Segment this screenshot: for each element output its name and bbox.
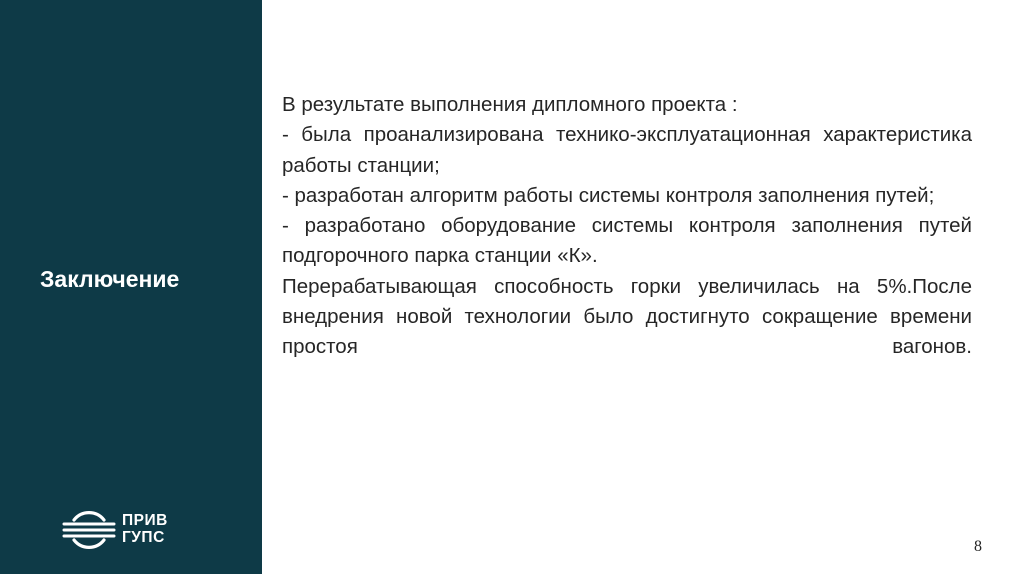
logo-text-line-1: ПРИВ — [122, 512, 168, 529]
sidebar-panel — [0, 0, 262, 574]
page-number: 8 — [974, 538, 982, 555]
railway-globe-logo-icon — [62, 511, 116, 549]
logo-text-line-2: ГУПС — [122, 529, 165, 546]
bullet-equipment: - разработано оборудование системы контроля заполнения путей подгорочного парка станции «К». — [282, 214, 972, 268]
conclusion-text — [282, 90, 972, 363]
bullet-algorithm: - разработан алгоритм работы системы контроля заполнения путей; — [282, 183, 935, 207]
university-logo — [62, 509, 192, 551]
result-paragraph: Перерабатывающая способность горки увеличилась на 5%.После внедрения новой технологии было достигнуто сокращение времени простоя вагонов. — [282, 274, 972, 359]
intro-paragraph: В результате выполнения дипломного проекта : — [282, 93, 738, 116]
section-title: Заключение — [40, 266, 180, 292]
bullet-analysis: - была проанализирована технико-эксплуатационная характеристика работы станции; — [282, 123, 972, 177]
logo-text — [122, 512, 168, 546]
